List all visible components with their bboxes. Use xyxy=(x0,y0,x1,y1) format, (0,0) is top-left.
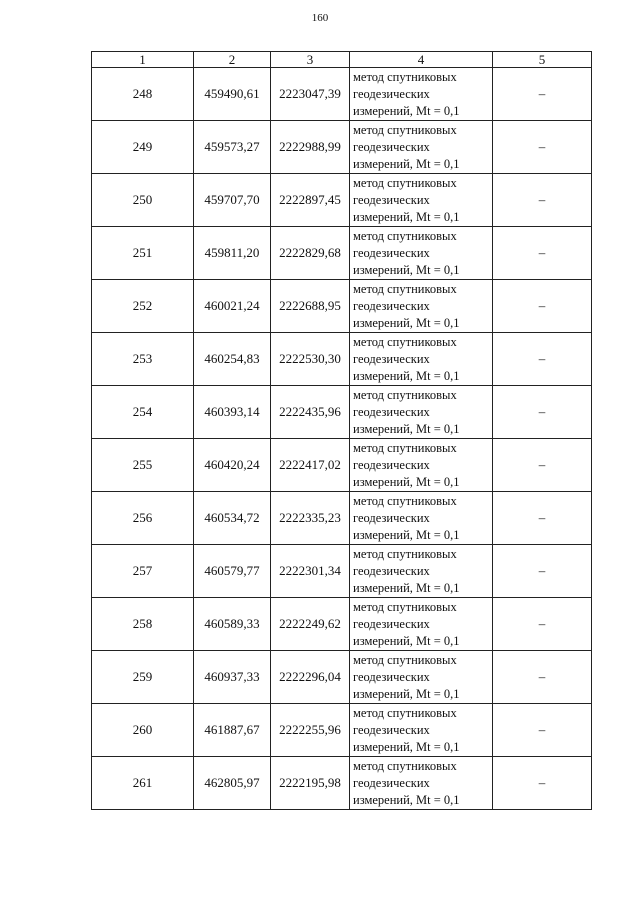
point-number-cell: 256 xyxy=(92,492,194,545)
y-coordinate-cell: 2222988,99 xyxy=(271,121,350,174)
method-line: геодезических xyxy=(353,139,430,154)
note-cell: – xyxy=(493,386,592,439)
y-coordinate-cell: 2222530,30 xyxy=(271,333,350,386)
method-line: геодезических xyxy=(353,510,430,525)
point-number-cell: 261 xyxy=(92,757,194,810)
method-line: метод спутниковых xyxy=(353,546,457,561)
method-line: метод спутниковых xyxy=(353,652,457,667)
method-cell xyxy=(350,757,493,810)
coordinates-table xyxy=(91,51,592,810)
method-cell xyxy=(350,386,493,439)
x-coordinate-cell: 460393,14 xyxy=(194,386,271,439)
x-coordinate-cell: 459573,27 xyxy=(194,121,271,174)
y-coordinate-cell: 2222417,02 xyxy=(271,439,350,492)
column-header: 3 xyxy=(271,52,350,68)
method-cell xyxy=(350,121,493,174)
y-coordinate-cell: 2222829,68 xyxy=(271,227,350,280)
note-cell: – xyxy=(493,333,592,386)
point-number-cell: 248 xyxy=(92,68,194,121)
method-cell xyxy=(350,545,493,598)
x-coordinate-cell: 460254,83 xyxy=(194,333,271,386)
method-line: геодезических xyxy=(353,86,430,101)
x-coordinate-cell: 460534,72 xyxy=(194,492,271,545)
method-line: метод спутниковых xyxy=(353,387,457,402)
method-line: метод спутниковых xyxy=(353,334,457,349)
method-line: измерений, Mt = 0,1 xyxy=(353,368,460,383)
note-cell: – xyxy=(493,704,592,757)
point-number-cell: 258 xyxy=(92,598,194,651)
note-cell: – xyxy=(493,651,592,704)
point-number-cell: 251 xyxy=(92,227,194,280)
point-number-cell: 254 xyxy=(92,386,194,439)
method-line: геодезических xyxy=(353,351,430,366)
method-line: измерений, Mt = 0,1 xyxy=(353,103,460,118)
y-coordinate-cell: 2222296,04 xyxy=(271,651,350,704)
y-coordinate-cell: 2222435,96 xyxy=(271,386,350,439)
note-cell: – xyxy=(493,598,592,651)
table-row xyxy=(92,757,592,810)
method-line: геодезических xyxy=(353,192,430,207)
method-line: измерений, Mt = 0,1 xyxy=(353,474,460,489)
method-line: измерений, Mt = 0,1 xyxy=(353,315,460,330)
table-row xyxy=(92,333,592,386)
note-cell: – xyxy=(493,174,592,227)
x-coordinate-cell: 460579,77 xyxy=(194,545,271,598)
point-number-cell: 253 xyxy=(92,333,194,386)
y-coordinate-cell: 2222688,95 xyxy=(271,280,350,333)
method-line: измерений, Mt = 0,1 xyxy=(353,686,460,701)
note-cell: – xyxy=(493,439,592,492)
method-cell xyxy=(350,174,493,227)
method-cell xyxy=(350,280,493,333)
table-row xyxy=(92,280,592,333)
point-number-cell: 249 xyxy=(92,121,194,174)
table-row xyxy=(92,492,592,545)
point-number-cell: 260 xyxy=(92,704,194,757)
y-coordinate-cell: 2222195,98 xyxy=(271,757,350,810)
table-row xyxy=(92,651,592,704)
column-header: 5 xyxy=(493,52,592,68)
point-number-cell: 255 xyxy=(92,439,194,492)
note-cell: – xyxy=(493,280,592,333)
method-cell xyxy=(350,651,493,704)
column-header: 2 xyxy=(194,52,271,68)
note-cell: – xyxy=(493,68,592,121)
x-coordinate-cell: 460937,33 xyxy=(194,651,271,704)
y-coordinate-cell: 2222301,34 xyxy=(271,545,350,598)
point-number-cell: 250 xyxy=(92,174,194,227)
y-coordinate-cell: 2222249,62 xyxy=(271,598,350,651)
method-line: геодезических xyxy=(353,616,430,631)
method-line: измерений, Mt = 0,1 xyxy=(353,527,460,542)
method-cell xyxy=(350,598,493,651)
table-row xyxy=(92,704,592,757)
method-cell xyxy=(350,333,493,386)
point-number-cell: 259 xyxy=(92,651,194,704)
method-line: измерений, Mt = 0,1 xyxy=(353,580,460,595)
table-row xyxy=(92,386,592,439)
method-line: измерений, Mt = 0,1 xyxy=(353,421,460,436)
x-coordinate-cell: 462805,97 xyxy=(194,757,271,810)
method-cell xyxy=(350,439,493,492)
method-line: геодезических xyxy=(353,722,430,737)
method-line: геодезических xyxy=(353,669,430,684)
method-line: геодезических xyxy=(353,298,430,313)
method-line: метод спутниковых xyxy=(353,175,457,190)
method-line: метод спутниковых xyxy=(353,705,457,720)
x-coordinate-cell: 459490,61 xyxy=(194,68,271,121)
x-coordinate-cell: 461887,67 xyxy=(194,704,271,757)
method-cell xyxy=(350,227,493,280)
x-coordinate-cell: 460420,24 xyxy=(194,439,271,492)
note-cell: – xyxy=(493,121,592,174)
method-line: измерений, Mt = 0,1 xyxy=(353,262,460,277)
method-line: геодезических xyxy=(353,775,430,790)
x-coordinate-cell: 459707,70 xyxy=(194,174,271,227)
table-row xyxy=(92,174,592,227)
method-line: измерений, Mt = 0,1 xyxy=(353,209,460,224)
page-number: 160 xyxy=(311,12,329,24)
point-number-cell: 252 xyxy=(92,280,194,333)
table-row xyxy=(92,545,592,598)
column-header: 4 xyxy=(350,52,493,68)
method-line: метод спутниковых xyxy=(353,281,457,296)
method-line: метод спутниковых xyxy=(353,440,457,455)
method-line: измерений, Mt = 0,1 xyxy=(353,792,460,807)
table-body xyxy=(92,68,592,810)
method-cell xyxy=(350,68,493,121)
method-line: измерений, Mt = 0,1 xyxy=(353,633,460,648)
table-row xyxy=(92,68,592,121)
y-coordinate-cell: 2222897,45 xyxy=(271,174,350,227)
note-cell: – xyxy=(493,545,592,598)
method-line: геодезических xyxy=(353,457,430,472)
x-coordinate-cell: 460021,24 xyxy=(194,280,271,333)
method-line: метод спутниковых xyxy=(353,758,457,773)
note-cell: – xyxy=(493,757,592,810)
method-line: метод спутниковых xyxy=(353,122,457,137)
table-row xyxy=(92,439,592,492)
x-coordinate-cell: 460589,33 xyxy=(194,598,271,651)
method-cell xyxy=(350,492,493,545)
point-number-cell: 257 xyxy=(92,545,194,598)
method-line: метод спутниковых xyxy=(353,69,457,84)
method-line: измерений, Mt = 0,1 xyxy=(353,739,460,754)
y-coordinate-cell: 2222335,23 xyxy=(271,492,350,545)
method-line: измерений, Mt = 0,1 xyxy=(353,156,460,171)
table-row xyxy=(92,121,592,174)
method-line: геодезических xyxy=(353,563,430,578)
table-row xyxy=(92,598,592,651)
method-line: геодезических xyxy=(353,245,430,260)
table-row xyxy=(92,227,592,280)
method-line: метод спутниковых xyxy=(353,228,457,243)
y-coordinate-cell: 2222255,96 xyxy=(271,704,350,757)
x-coordinate-cell: 459811,20 xyxy=(194,227,271,280)
method-cell xyxy=(350,704,493,757)
note-cell: – xyxy=(493,492,592,545)
header-row xyxy=(92,52,592,68)
y-coordinate-cell: 2223047,39 xyxy=(271,68,350,121)
method-line: метод спутниковых xyxy=(353,599,457,614)
method-line: метод спутниковых xyxy=(353,493,457,508)
note-cell: – xyxy=(493,227,592,280)
column-header: 1 xyxy=(92,52,194,68)
method-line: геодезических xyxy=(353,404,430,419)
